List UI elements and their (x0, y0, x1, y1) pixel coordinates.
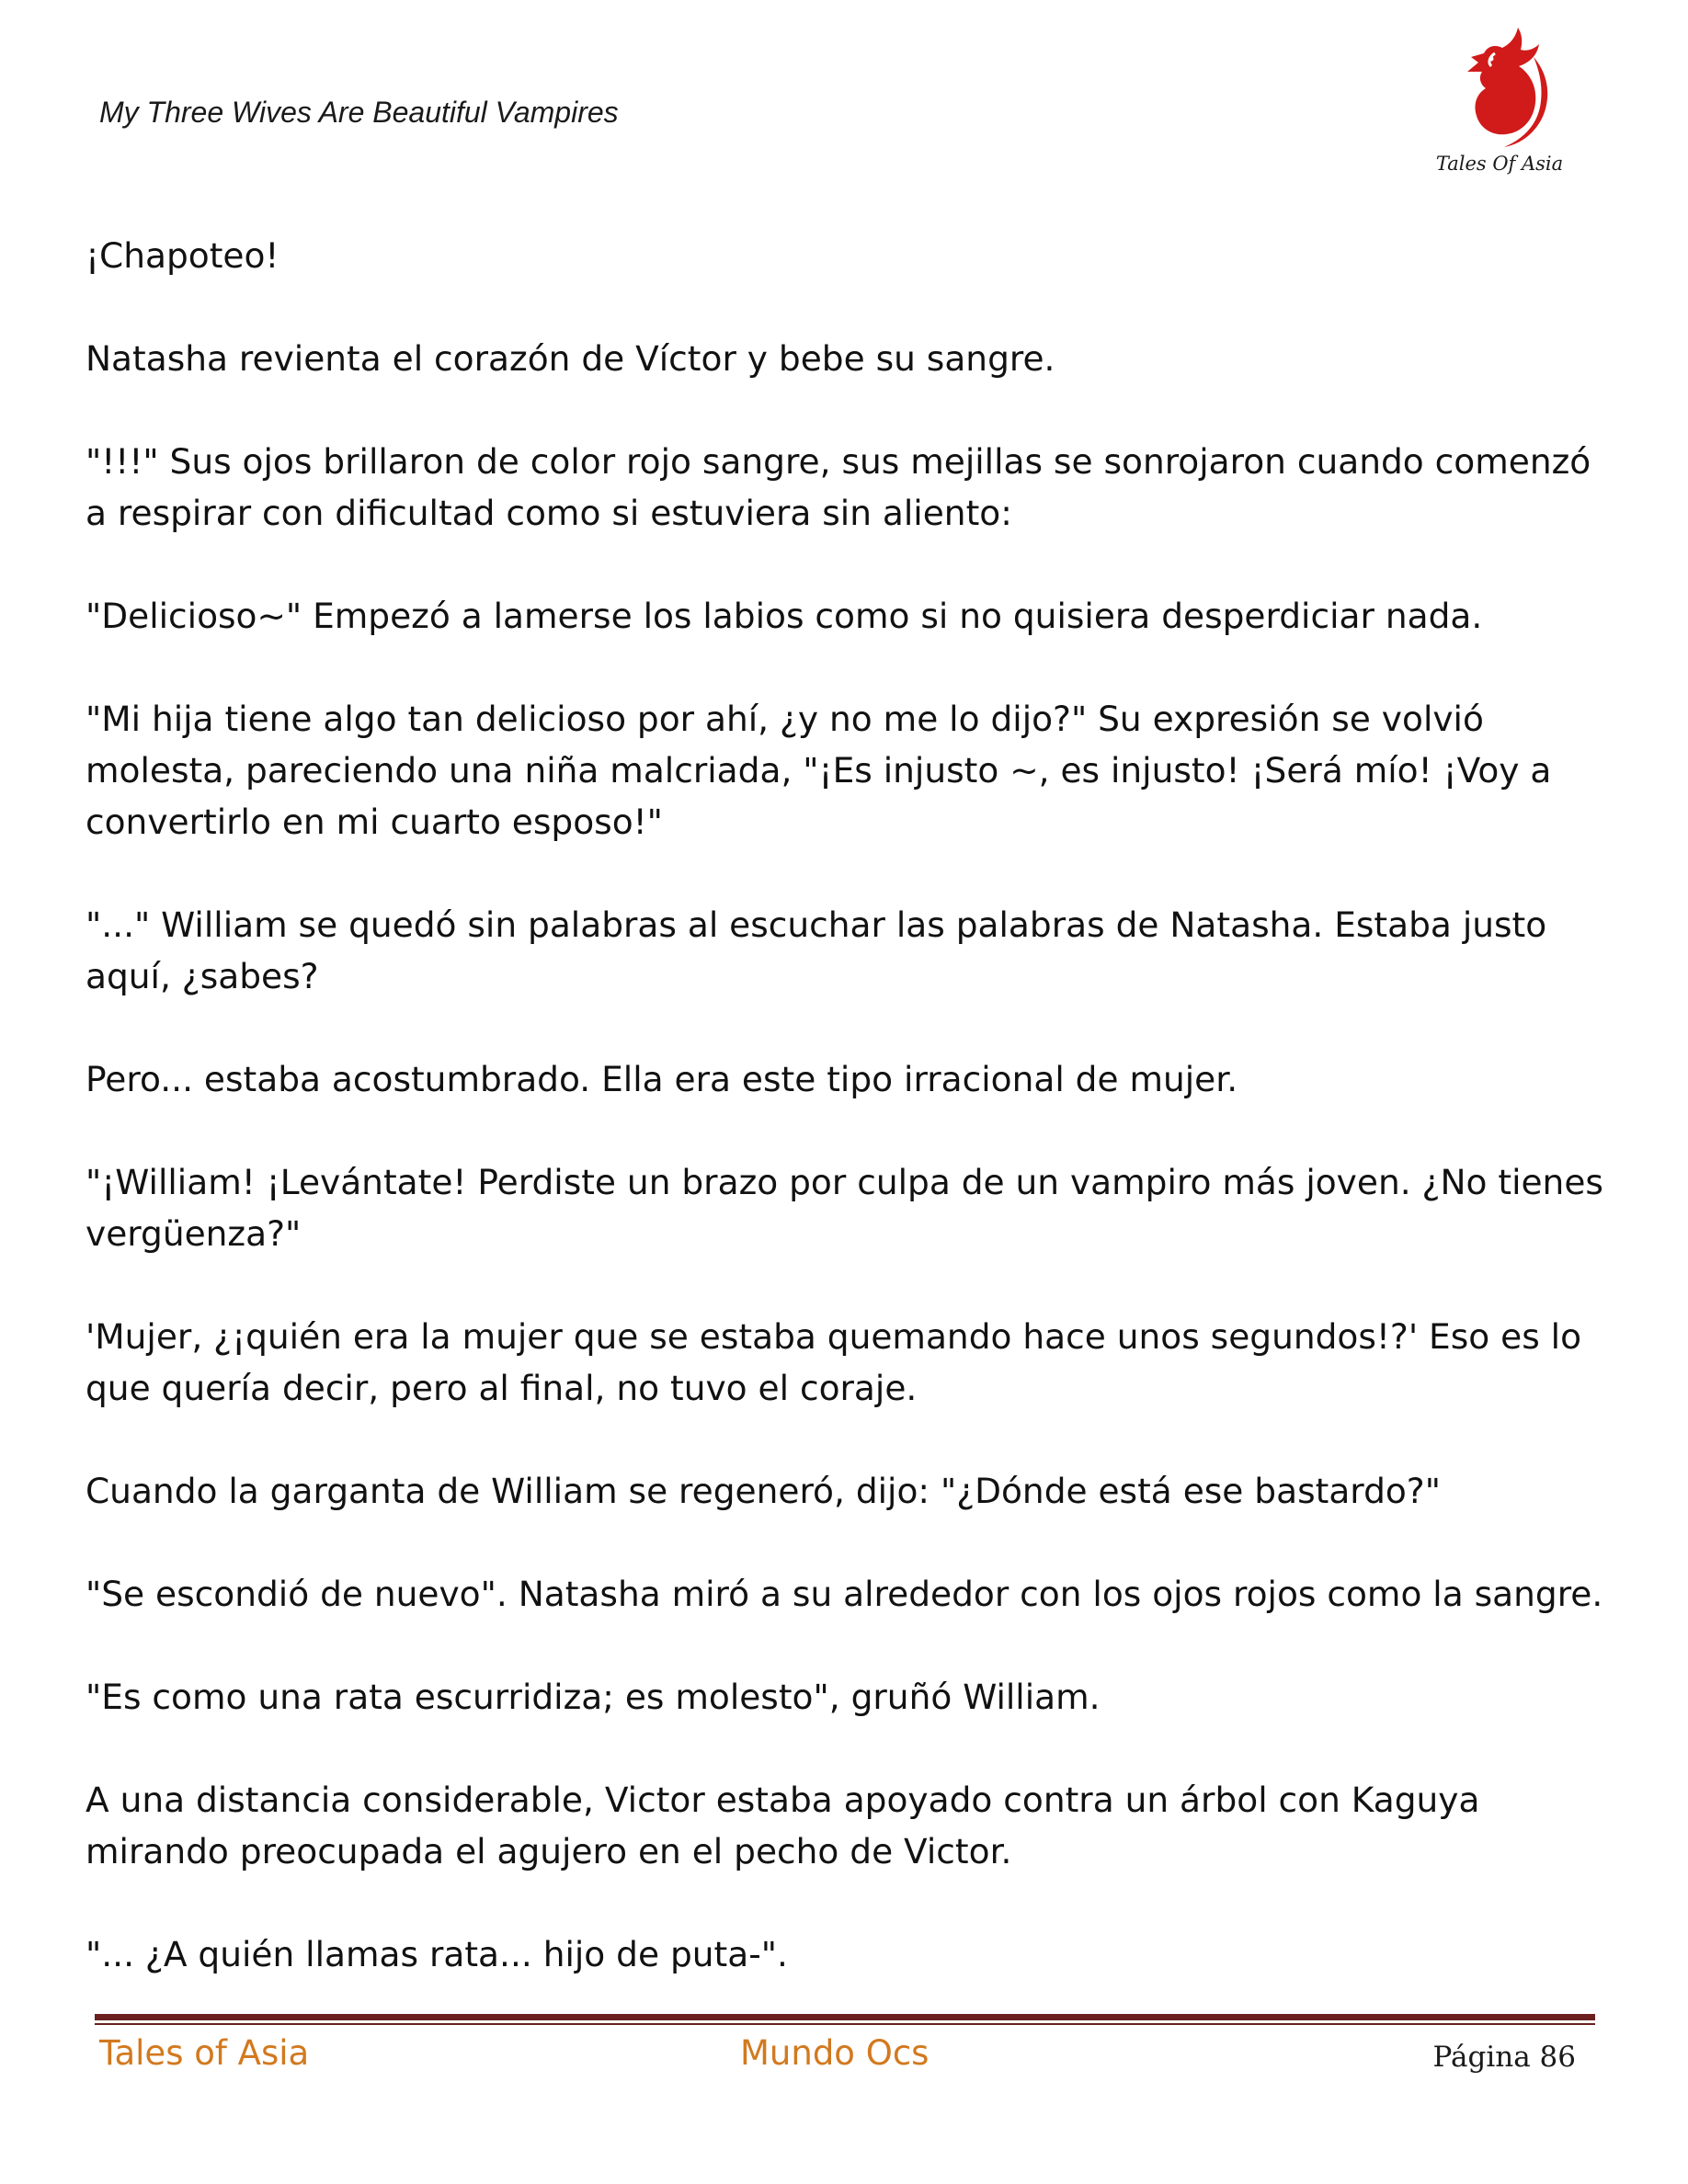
footer-divider (95, 2014, 1595, 2020)
footer-divider-thin (95, 2023, 1595, 2025)
paragraph: Pero... estaba acostumbrado. Ella era este tipo irracional de mujer. (86, 1059, 1238, 1099)
footer-publisher: Tales of Asia (99, 2033, 310, 2073)
footer-series: Mundo Ocs (740, 2033, 930, 2073)
paragraph: "Mi hija tiene algo tan delicioso por ahí, ¿y no me lo dijo?" Su expresión se volvió molesta, pareciendo una niña malcriada, "¡Es injusto ~, es injusto! ¡Será mío! ¡Voy a convertirlo en mi cuarto esposo!" (86, 699, 1552, 842)
page-number: Página 86 (1432, 2041, 1576, 2074)
chapter-body (86, 230, 1612, 2031)
paragraph: Natasha revienta el corazón de Víctor y bebe su sangre. (86, 338, 1055, 379)
paragraph: 'Mujer, ¿¡quién era la mujer que se estaba quemando hace unos segundos!?' Eso es lo que quería decir, pero al final, no tuvo el coraje. (86, 1316, 1582, 1408)
paragraph: "... ¿A quién llamas rata... hijo de puta-". (86, 1934, 788, 1974)
paragraph: "Se escondió de nuevo". Natasha miró a su alrededor con los ojos rojos como la sangre. (86, 1574, 1603, 1614)
logo-wordmark: Tales Of Asia (1435, 153, 1564, 175)
paragraph: ¡Chapoteo! (86, 235, 279, 276)
paragraph: Cuando la garganta de William se regeneró, dijo: "¿Dónde está ese bastardo?" (86, 1471, 1441, 1511)
paragraph: "..." William se quedó sin palabras al escuchar las palabras de Natasha. Estaba justo aquí, ¿sabes? (86, 904, 1547, 996)
paragraph: A una distancia considerable, Victor estaba apoyado contra un árbol con Kaguya mirando preocupada el agujero en el pecho de Victor. (86, 1780, 1480, 1871)
paragraph: "Delicioso~" Empezó a lamerse los labios como si no quisiera desperdiciar nada. (86, 596, 1483, 636)
paragraph: "Es como una rata escurridiza; es molesto", gruñó William. (86, 1677, 1101, 1717)
paragraph: "¡William! ¡Levántate! Perdiste un brazo por culpa de un vampiro más joven. ¿No tienes vergüenza?" (86, 1162, 1603, 1254)
header-book-title: My Three Wives Are Beautiful Vampires (99, 96, 619, 129)
paragraph: "!!!" Sus ojos brillaron de color rojo sangre, sus mejillas se sonrojaron cuando comenzó a respirar con dificultad como si estuviera sin aliento: (86, 441, 1591, 533)
